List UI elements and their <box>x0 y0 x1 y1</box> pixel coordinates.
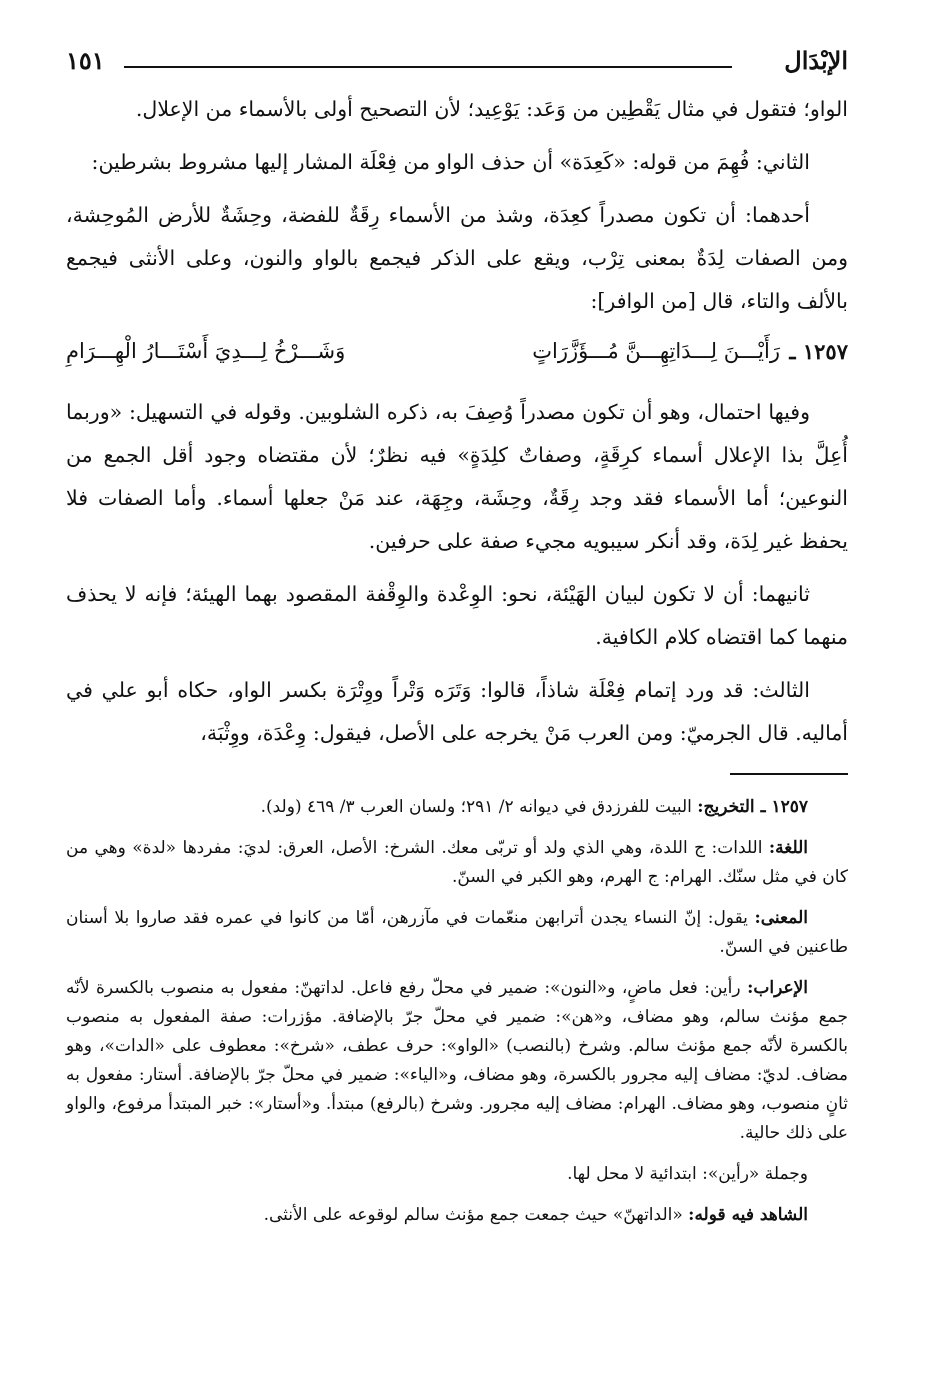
paragraph: الثالث: قد ورد إتمام فِعْلَة شاذاً، قالوا: وَتَرَه وَتْراً ووِتْرَة بكسر الواو، حكاه أبو علي في أماليه. قال الجرميّ: ومن العرب مَنْ يخرجه على الأصل، فيقول: وِعْدَة، ووِثْبَة، <box>66 678 848 745</box>
irab-label: الإعراب: <box>747 978 809 998</box>
footnote-jumla: وجملة «رأين»: ابتدائية لا محل لها. <box>567 1164 808 1184</box>
takhrij-label: ١٢٥٧ ـ التخريج: <box>697 797 808 817</box>
shahid-text: «الداتهنّ» حيث جمعت جمع مؤنث سالم لوقوعه على الأنثى. <box>263 1205 683 1225</box>
page-header <box>66 40 848 88</box>
footnote-mana <box>66 904 848 962</box>
verse-number: ١٢٥٧ ـ <box>789 339 848 364</box>
footnote-shahid <box>66 1201 848 1230</box>
verse-first-hemistich: رَأَيْـــنَ لِـــدَاتِهِـــنَّ مُـــؤَزَّرَاتٍ <box>532 339 780 363</box>
paragraph: الثاني: فُهِمَ من قوله: «كَعِدَة» أن حذف الواو من فِعْلَة المشار إليها مشروط بشرطين: <box>91 150 810 174</box>
header-rule <box>124 66 732 68</box>
paragraph: ثانيهما: أن لا تكون لبيان الهَيْئة، نحو: الوِعْدة والوِقْفة المقصود بهما الهيئة؛ فإنه لا يحذف منهما كما اقتضاه كلام الكافية. <box>66 582 848 649</box>
footnotes <box>66 793 848 1230</box>
takhrij-text: البيت للفرزدق في ديوانه ٢/ ٢٩١؛ ولسان العرب ٣/ ٤٦٩ (ولد). <box>260 797 692 817</box>
lugha-label: اللغة: <box>768 838 809 858</box>
lugha-text: اللدات: ج اللدة، وهي الذي ولد أو تربّى معك. الشرخ: الأصل، العرق: لديَ: مفردها «لدة» وهي من كان في مثل سنّك. الهرام: ج الهرم، وهو الكبر في السنّ. <box>66 838 848 887</box>
footnote-irab <box>66 974 848 1148</box>
poem-verse <box>66 333 848 385</box>
footnote-takhrij <box>66 793 848 822</box>
irab-text: رأين: فعل ماضٍ، و«النون»: ضمير في محلّ رفع فاعل. لداتهنّ: مفعول به منصوب بالكسرة لأنّه جمع مؤنث سالم، وهو مضاف، و«هن»: ضمير في محلّ جرّ بالإضافة. مؤزرات: صفة المفعول به منصوب بالكسرة لأنّه جمع مؤنث سالم. وشرخ (بالنصب) «الواو»: حرف عطف، «شرخ»: معطوف على «الدات»، وهو مضاف. لديّ: مضاف إليه مجرور بالكسرة، وهو مضاف، و«الياء»: ضمير في محلّ جرّ بالإضافة. أستار: مفعول به ثانٍ منصوب، وهو مضاف. الهرام: مضاف إليه مجرور. وشرخ (بالرفع) مبتدأ. و«أستار»: خبر المبتدأ مرفوع، والواو على ذلك حالية. <box>66 978 848 1143</box>
book-page <box>66 40 848 1242</box>
mana-label: المعنى: <box>754 908 808 928</box>
paragraph: الواو؛ فتقول في مثال يَقْطِين من وَعَد: يَوْعِيد؛ لأن التصحيح أولى بالأسماء من الإعلال. <box>135 97 848 121</box>
paragraph: وفيها احتمال، وهو أن تكون مصدراً وُصِفَ به، ذكره الشلوبين. وقوله في التسهيل: «وربما أُعِلَّ بذا الإعلال أسماء كرِقَةٍ، وصفاتٌ كلِدَةٍ» فيه نظرٌ؛ لأن مقتضاه وجود أقل الجمع من النوعين؛ أما الأسماء فقد وجد رِقَةٌ، وحِشَة، وجِهَة، عند مَنْ جعلها أسماء. وأما الصفات فلا يحفظ غير لِدَة، وقد أنكر سيبويه مجيء صفة على حرفين. <box>66 400 848 553</box>
verse-second-hemistich: وَشَـــرْخُ لِـــدِيَ أَسْتَـــارُ الْهِـــرَامِ <box>66 339 346 363</box>
shahid-label: الشاهد فيه قوله: <box>688 1205 808 1225</box>
page-number: ١٥١ <box>66 46 105 75</box>
footnote-lugha <box>66 834 848 892</box>
mana-text: يقول: إنّ النساء يجدن أترابهن منعّمات في مآزرهن، أمّا من كانوا في عمره فقد صاروا بلا أسنان طاعنين في السنّ. <box>66 908 848 957</box>
chapter-title: الإبْدَال <box>784 46 848 75</box>
paragraph: أحدهما: أن تكون مصدراً كعِدَة، وشذ من الأسماء رِقَةٌ للفضة، وحِشَةٌ للأرض المُوحِشة، ومن الصفات لِدَةٌ بمعنى تِرْب، ويقع على الذكر فيجمع بالواو والنون، وعلى الأنثى فيجمع بالألف والتاء، قال [من الوافر]: <box>66 203 848 313</box>
main-text <box>66 88 848 755</box>
footnote-separator <box>730 773 848 775</box>
